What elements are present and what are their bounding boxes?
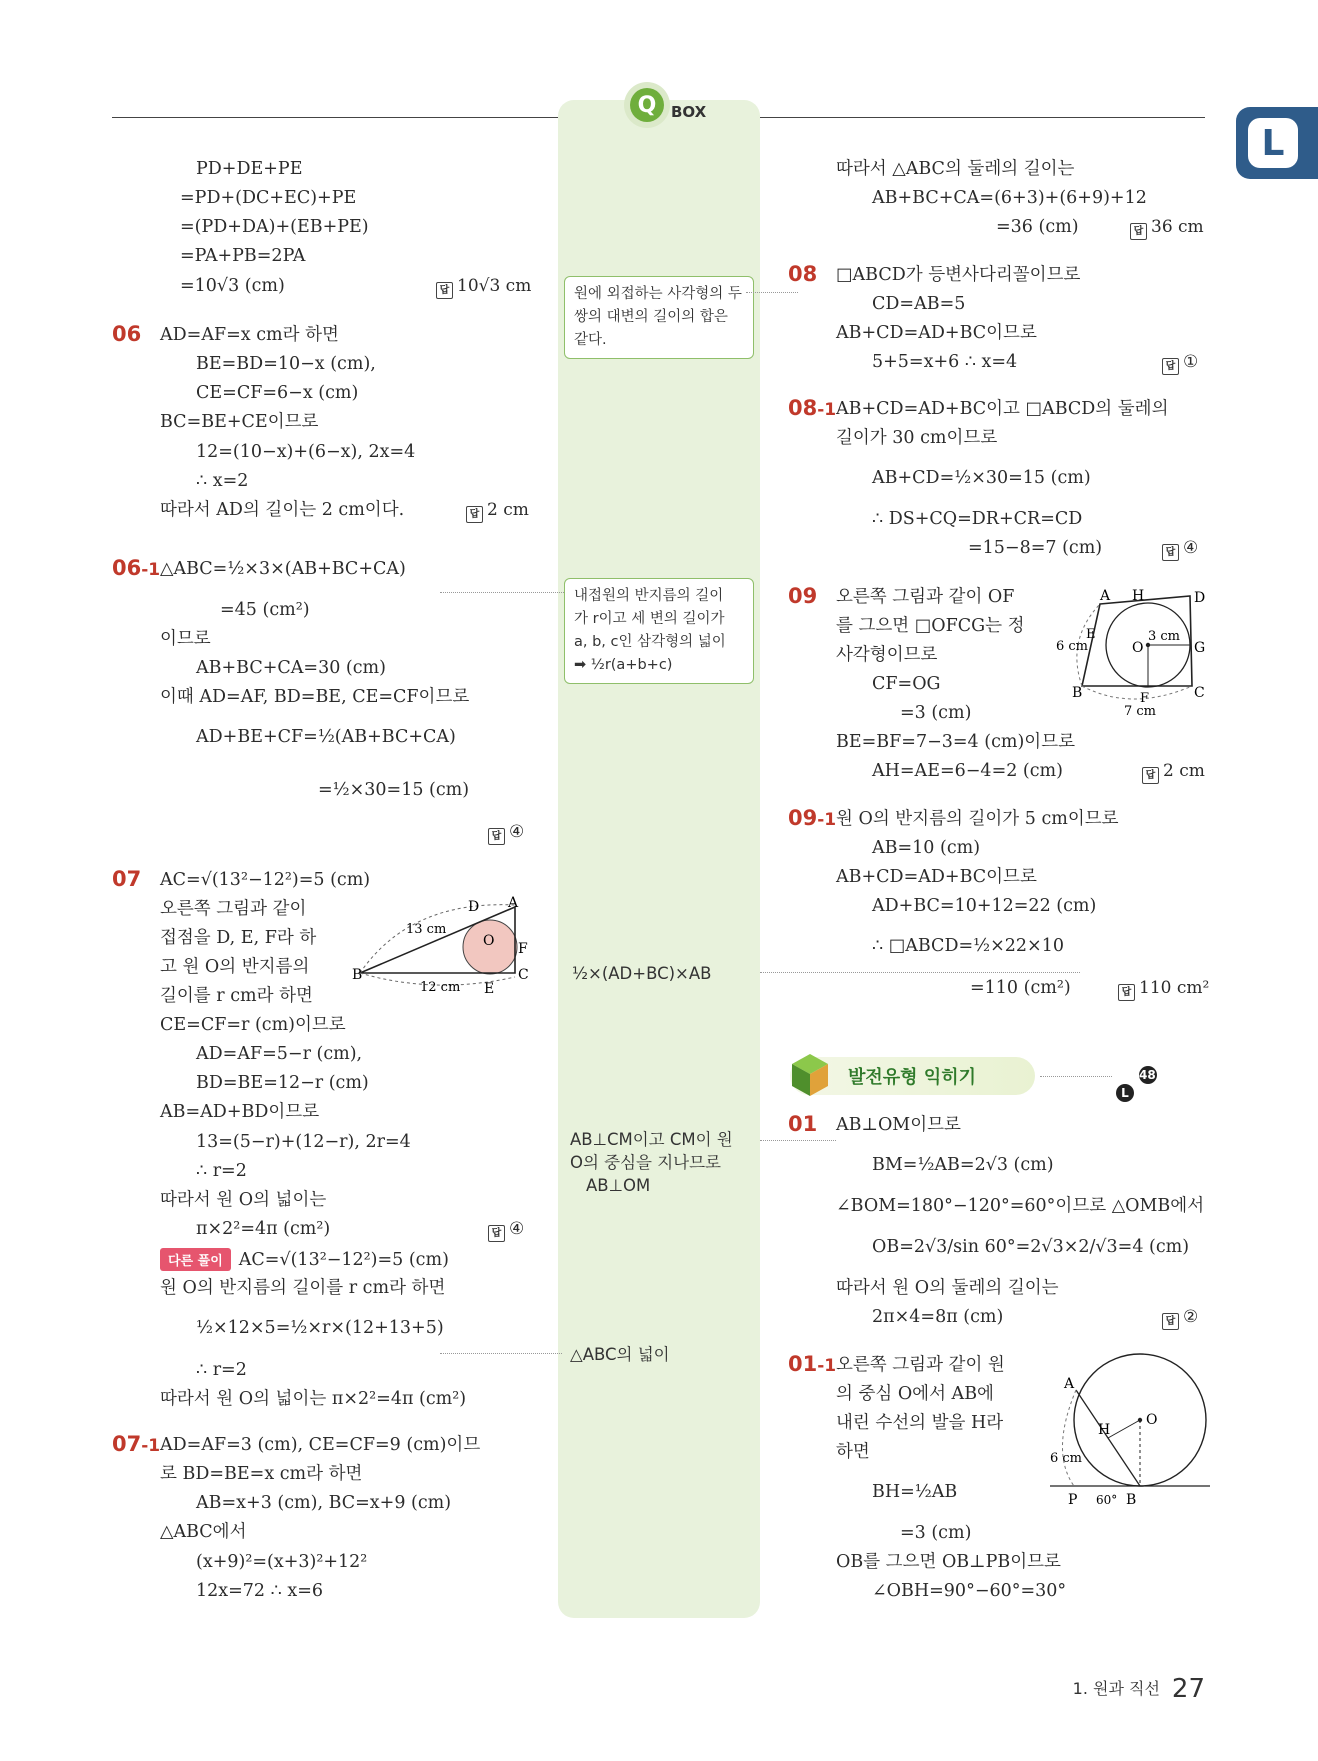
- solution-line: 사각형이므로: [836, 645, 938, 665]
- answer-mark: [1162, 352, 1198, 375]
- solution-line: 오른쪽 그림과 같이 OF: [836, 587, 1015, 607]
- solution-line: AB+CD=½×30=15 (cm): [872, 468, 1091, 488]
- solution-line: AB+CD=AD+BC이므로: [836, 867, 1037, 887]
- solution-line: 13=(5−r)+(12−r), 2r=4: [196, 1132, 411, 1152]
- solution-line: △ABC에서: [160, 1522, 247, 1542]
- solution-line: CE=CF=6−x (cm): [196, 383, 359, 403]
- label-length: 3 cm: [1148, 629, 1181, 644]
- note-triangle-area: △ABC의 넓이: [570, 1345, 670, 1364]
- alt-solution-line: ½×12×5=½×r×(12+13+5): [196, 1318, 444, 1338]
- label-f: F: [1140, 691, 1150, 706]
- note-perpendicular: AB⊥CM이고 CM이 원 O의 중심을 지나므로 AB⊥OM: [570, 1130, 733, 1195]
- solution-line: 따라서 AD의 길이는 2 cm이다.: [160, 500, 405, 520]
- solution-line: ∴ r=2: [196, 1161, 247, 1181]
- label-g: G: [1194, 640, 1206, 656]
- problem-number: 01: [788, 1112, 818, 1136]
- leader-dots: [440, 1353, 562, 1354]
- answer-value: 36 cm: [1151, 217, 1204, 237]
- chapter-tab: [1236, 107, 1318, 179]
- note-tangential-quad: 원에 외접하는 사각형의 두 쌍의 대변의 길이의 합은 같다.: [564, 276, 754, 359]
- solution-line: AB=x+3 (cm), BC=x+9 (cm): [196, 1493, 452, 1513]
- label-h: H: [1132, 588, 1145, 604]
- answer-icon: 답: [1142, 767, 1159, 784]
- label-f: F: [518, 941, 528, 957]
- solution-line: ∠BOM=180°−120°=60°이므로 △OMB에서: [836, 1196, 1205, 1216]
- label-o: O: [483, 933, 495, 949]
- solution-line: 따라서 원 O의 둘레의 길이는: [836, 1278, 1059, 1298]
- solution-line: OB를 그으면 OB⊥PB이므로: [836, 1552, 1061, 1572]
- answer-mark: [488, 822, 524, 845]
- label-a: A: [1100, 588, 1111, 604]
- problem-number: 06: [112, 322, 142, 346]
- solution-line: ∠OBH=90°−60°=30°: [872, 1581, 1067, 1601]
- answer-icon: 답: [1162, 544, 1179, 561]
- solution-line: 12=(10−x)+(6−x), 2x=4: [196, 442, 416, 462]
- label-o: O: [1132, 640, 1144, 656]
- problem-number: 08-1: [788, 396, 837, 420]
- label-c: C: [1194, 685, 1205, 701]
- solution-line: 오른쪽 그림과 같이 원: [836, 1355, 1005, 1375]
- solution-line: AH=AE=6−4=2 (cm): [872, 761, 1063, 781]
- solution-line: AB⊥OM이므로: [836, 1115, 961, 1135]
- solution-line: =3 (cm): [900, 703, 972, 723]
- solution-line: 길이가 30 cm이므로: [836, 428, 998, 448]
- solution-line: 고 원 O의 반지름의: [160, 957, 310, 977]
- perpendicular: [1108, 1420, 1140, 1438]
- problem-number: 09-1: [788, 806, 837, 830]
- answer-mark: [466, 500, 529, 523]
- answer-icon: 답: [1130, 223, 1147, 240]
- label-a: A: [1064, 1376, 1075, 1392]
- solution-line: AB+CD=AD+BC이므로: [836, 323, 1037, 343]
- problem-number: 06-1: [112, 556, 161, 580]
- figure-07-triangle: [350, 895, 530, 1005]
- leader-dots: [746, 292, 798, 293]
- label-b: B: [1072, 685, 1083, 701]
- solution-line: BH=½AB: [872, 1482, 958, 1502]
- solution-line: 따라서 원 O의 넓이는: [160, 1190, 327, 1210]
- answer-value: 110 cm²: [1139, 978, 1210, 998]
- alt-solution-line: 따라서 원 O의 넓이는 π×2²=4π (cm²): [160, 1389, 467, 1409]
- answer-mark: [1130, 217, 1204, 240]
- label-e: E: [484, 981, 495, 997]
- intro-line: =(PD+DA)+(EB+PE): [180, 217, 369, 237]
- solution-line: 5+5=x+6 ∴ x=4: [872, 352, 1018, 372]
- solution-line: BM=½AB=2√3 (cm): [872, 1155, 1054, 1175]
- solution-line: BE=BD=10−x (cm),: [196, 354, 376, 374]
- answer-icon: 답: [488, 828, 505, 845]
- answer-icon: 답: [1118, 984, 1135, 1001]
- solution-line: ∴ □ABCD=½×22×10: [872, 936, 1064, 956]
- solution-line: AB+BC+CA=30 (cm): [196, 658, 386, 678]
- solution-line: CE=CF=r (cm)이므로: [160, 1015, 346, 1035]
- page-footer: [1073, 1674, 1205, 1704]
- solution-line: 이므로: [160, 629, 211, 649]
- answer-icon: 답: [466, 506, 483, 523]
- label-length: 13 cm: [406, 922, 447, 937]
- intro-line: =PD+(DC+EC)+PE: [180, 188, 357, 208]
- answer-value: 2 cm: [1163, 761, 1205, 781]
- leader-dots: [760, 1140, 836, 1141]
- solution-line: AD+BC=10+12=22 (cm): [872, 896, 1097, 916]
- answer-mark: [488, 1219, 524, 1242]
- solution-line: =½×30=15 (cm): [318, 780, 470, 800]
- alt-solution-line: ∴ r=2: [196, 1360, 247, 1380]
- label-e: E: [1086, 627, 1096, 642]
- solution-line: 접점을 D, E, F라 하: [160, 928, 317, 948]
- solution-line: CF=OG: [872, 674, 941, 694]
- solution-line: OB=2√3/sin 60°=2√3×2/√3=4 (cm): [872, 1237, 1190, 1257]
- solution-line: □ABCD가 등변사다리꼴이므로: [836, 265, 1081, 285]
- answer-icon: 답: [1162, 358, 1179, 375]
- solution-line: 오른쪽 그림과 같이: [160, 899, 307, 919]
- solution-line: =3 (cm): [900, 1523, 972, 1543]
- box-label: BOX: [671, 103, 707, 121]
- solution-line: ∴ x=2: [196, 471, 249, 491]
- figure-011-circle: [1050, 1352, 1210, 1512]
- tab-letter: L: [1248, 118, 1298, 168]
- answer-value: ④: [509, 822, 525, 842]
- answer-mark: [436, 276, 531, 299]
- label-length: 6 cm: [1050, 1451, 1083, 1466]
- l-icon: L: [1116, 1084, 1134, 1102]
- leader-dots: [1040, 1076, 1112, 1077]
- solution-line: BD=BE=12−r (cm): [196, 1073, 369, 1093]
- solution-line: AC=√(13²−12²)=5 (cm): [160, 870, 371, 890]
- solution-line: BC=BE+CE이므로: [160, 412, 319, 432]
- q-logo: [624, 82, 670, 128]
- alt-solution-badge: 다른 풀이: [160, 1248, 231, 1271]
- solution-line: =36 (cm): [996, 217, 1079, 237]
- answer-mark: [1162, 1307, 1198, 1330]
- solution-line: AB+BC+CA=(6+3)+(6+9)+12: [872, 188, 1147, 208]
- solution-line: 로 BD=BE=x cm라 하면: [160, 1464, 363, 1484]
- solution-line: =110 (cm²): [970, 978, 1071, 998]
- answer-value: ②: [1183, 1307, 1199, 1327]
- solution-line: 12x=72 ∴ x=6: [196, 1581, 323, 1601]
- intro-line: =10√3 (cm): [180, 276, 285, 296]
- solution-line: 하면: [836, 1442, 870, 1462]
- answer-icon: 답: [1162, 1313, 1179, 1330]
- q-letter: Q: [630, 88, 664, 122]
- solution-line: BE=BF=7−3=4 (cm)이므로: [836, 732, 1076, 752]
- answer-mark: [1162, 538, 1198, 561]
- label-length: 6 cm: [1056, 639, 1089, 654]
- problem-number: 07-1: [112, 1432, 161, 1456]
- label-h: H: [1098, 1422, 1111, 1438]
- alt-solution-line: 다른 풀이 AC=√(13²−12²)=5 (cm): [160, 1248, 449, 1271]
- solution-line: AB=AD+BD이므로: [160, 1102, 320, 1122]
- solution-line: 2π×4=8π (cm): [872, 1307, 1004, 1327]
- answer-icon: 답: [488, 1225, 505, 1242]
- chapter-name: 1. 원과 직선: [1072, 1679, 1160, 1698]
- leader-dots: [440, 592, 564, 593]
- solution-line: (x+9)²=(x+3)²+12²: [196, 1552, 368, 1572]
- problem-number: 01-1: [788, 1352, 837, 1376]
- solution-line: AB+CD=AD+BC이고 □ABCD의 둘레의: [836, 399, 1169, 419]
- label-d: D: [1194, 590, 1206, 606]
- solution-line: 이때 AD=AF, BD=BE, CE=CF이므로: [160, 687, 470, 707]
- solution-line: 내린 수선의 발을 H라: [836, 1413, 1004, 1433]
- solution-line: AD+BE+CF=½(AB+BC+CA): [196, 727, 456, 747]
- solution-line: =45 (cm²): [220, 600, 310, 620]
- label-c: C: [518, 967, 529, 983]
- figure-09-quadrilateral: [1052, 580, 1212, 720]
- problem-number: 07: [112, 867, 142, 891]
- solution-line: AD=AF=3 (cm), CE=CF=9 (cm)이므: [160, 1435, 481, 1455]
- answer-mark: [1142, 761, 1205, 784]
- solution-line: π×2²=4π (cm²): [196, 1219, 331, 1239]
- alt-solution-line: 원 O의 반지름의 길이를 r cm라 하면: [160, 1278, 446, 1298]
- label-length: 7 cm: [1124, 704, 1157, 719]
- answer-mark: [1118, 978, 1209, 1001]
- page-number: 27: [1171, 1674, 1205, 1704]
- solution-line: 의 중심 O에서 AB에: [836, 1384, 994, 1404]
- answer-value: ④: [1183, 538, 1199, 558]
- label-b: B: [1126, 1492, 1137, 1508]
- note-trapezoid-area: ½×(AD+BC)×AB: [572, 964, 712, 983]
- solution-line: 를 그으면 □OFCG는 정: [836, 616, 1025, 636]
- intro-line: PD+DE+PE: [196, 159, 303, 179]
- arc-dashed: [1062, 1390, 1076, 1486]
- note-incircle-area: 내접원의 반지름의 길이 가 r이고 세 변의 길이가 a, b, c인 삼각형의 넓이 ➡ ½r(a+b+c): [564, 578, 754, 684]
- solution-line: △ABC=½×3×(AB+BC+CA): [160, 559, 406, 579]
- leader-dots: [760, 972, 1080, 973]
- solution-line: 길이를 r cm라 하면: [160, 986, 313, 1006]
- solution-line: ∴ DS+CQ=DR+CR=CD: [872, 509, 1083, 529]
- center-dot: [1138, 1418, 1142, 1422]
- arc-dashed: [1082, 686, 1192, 699]
- solution-line: 원 O의 반지름의 길이가 5 cm이므로: [836, 809, 1119, 829]
- section-title: 발전유형 익히기: [848, 1067, 976, 1088]
- answer-value: ①: [1183, 352, 1199, 372]
- label-p: P: [1068, 1492, 1078, 1508]
- problem-number: 08: [788, 262, 818, 286]
- answer-value: 10√3 cm: [457, 276, 532, 296]
- section-page-ref: L48~49쪽: [1116, 1066, 1162, 1102]
- solution-line: 따라서 △ABC의 둘레의 길이는: [836, 159, 1075, 179]
- label-angle: 60°: [1096, 1493, 1118, 1507]
- intro-line: =PA+PB=2PA: [180, 246, 306, 266]
- answer-icon: 답: [436, 282, 453, 299]
- label-length: 12 cm: [420, 980, 461, 995]
- label-b: B: [352, 967, 363, 983]
- section-cube-icon: [790, 1052, 830, 1098]
- solution-line: CD=AB=5: [872, 294, 966, 314]
- solution-line: AD=AF=x cm라 하면: [160, 325, 339, 345]
- solution-line: =15−8=7 (cm): [968, 538, 1103, 558]
- answer-value: 2 cm: [487, 500, 529, 520]
- solution-line: AD=AF=5−r (cm),: [196, 1044, 363, 1064]
- label-d: D: [468, 899, 480, 915]
- answer-value: ④: [509, 1219, 525, 1239]
- solution-line: AB=10 (cm): [872, 838, 981, 858]
- label-o: O: [1146, 1412, 1158, 1428]
- problem-number: 09: [788, 584, 818, 608]
- label-a: A: [508, 895, 519, 911]
